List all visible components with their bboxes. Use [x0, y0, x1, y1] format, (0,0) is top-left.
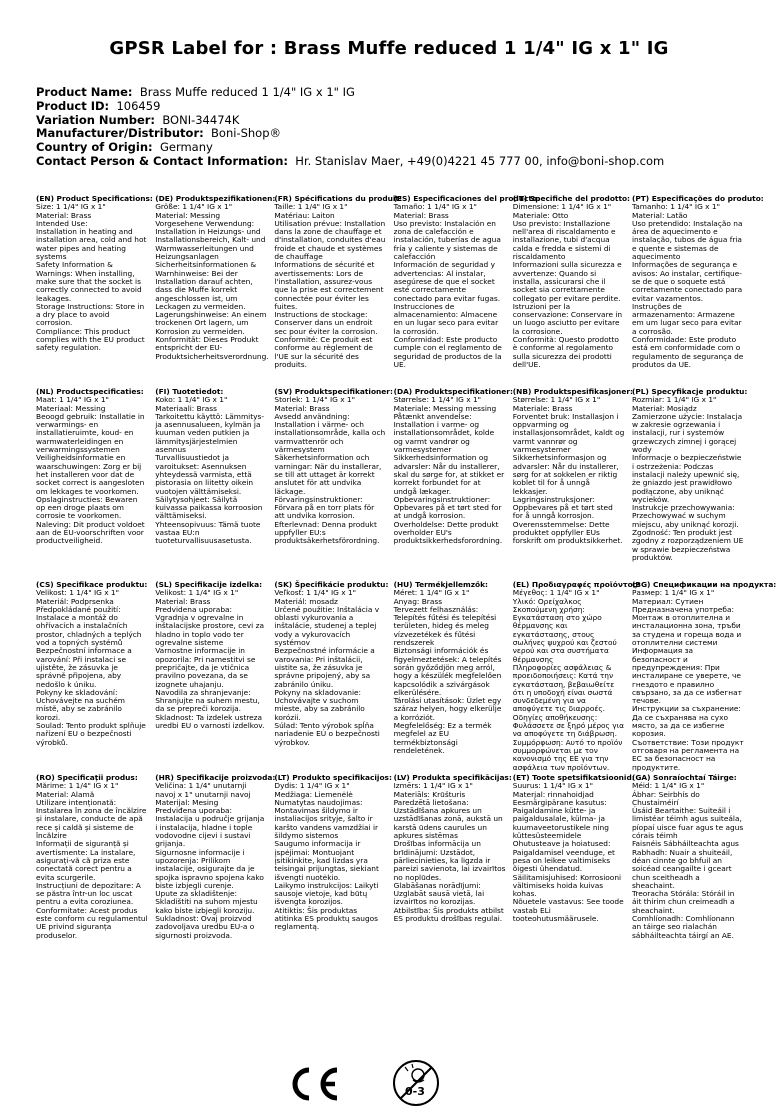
- spec-text: Izmērs: 1 1/4" IG x 1" Materiāls: Krūšturis Paredzētā lietošana: Uzstādīšana apkures un uzstādīšanas zonā, aukstā un karstā ūdens caurules un apkures sistēmas Drošības informācija un brīdinājumi: Uzstādot, pārliecinieties, ka ligzda ir pareizi savienota, lai izvairītos no noplūdes. Glabāšanas norādījumi: Uzglabāt sausā vietā, lai izvairītos no korozijas. Atbilstība: Šis produkts atbilst ES produktu drošības regulai.: [393, 781, 506, 924]
- spec-text: Dimensione: 1 1/4" IG x 1" Materiale: Otto Uso previsto: Installazione nell'area di riscaldamento e installazione, tubi d'acqua calda e fredda e sistemi di riscaldamento Informazioni sulla sicurezza e avvertenze: Quando si installa, assicurarsi che il socket sia correttamente collegato per evitare perdite. Istruzioni per la conservazione: Conservare in un luogo asciutto per evitare la corrosione. Conformità: Questo prodotto è conforme al regolamento sulla sicurezza dei prodotti dell'UE.: [512, 202, 623, 369]
- spec-cell-el: [512, 580, 641, 774]
- spec-heading: (IT) Specifiche del prodotto:: [512, 194, 631, 203]
- info-value: Boni-Shop®: [211, 126, 282, 141]
- spec-cell-hr: [155, 773, 276, 967]
- spec-heading: (DE) Produktspezifikationen:: [155, 194, 276, 203]
- spec-text: Mărime: 1 1/4" IG x 1" Material: Alamă Utilizare intenționată: Instalarea în zona de încălzire și instalare, conducte de apă rece și caldă și sisteme de încălzire Informații de siguranță și avertismente: La instalare, asigurați-vă că priza este conectată corect pentru a evita scurgerile. Instrucțiuni de depozitare: A se păstra într-un loc uscat pentru a evita coroziunea. Conformitate: Acest produs este conform cu regulamentul UE privind siguranța produselor.: [36, 781, 148, 940]
- spec-heading: (HU) Termékjellemzők:: [393, 580, 488, 589]
- spec-heading: (SL) Specifikacije izdelka:: [155, 580, 263, 589]
- info-row-product-id: [36, 100, 664, 114]
- info-row-product-name: [36, 86, 664, 100]
- spec-text: Suurus: 1 1/4" IG x 1" Materjal: rinnahoidjad Eesmärgipärane kasutus: Paigaldamine kütte- ja paigaldusalale, külma- ja kuumaveetorustikele ning küttesüsteemidele Ohutusteave ja hoiatused: Paigaldamisel veenduge, et pesa on leikee valtimiseks õigesti ühendatud. Säilitamisjuhised: Korrosiooni vältimiseks hoida kuivas kohas. Nõuetele vastavus: See toode vastab ELi tooteohutusmäärusele.: [512, 781, 624, 924]
- info-value: Brass Muffe reduced 1 1/4" IG x 1" IG: [139, 85, 355, 99]
- spec-heading: (LV) Produkta specifikācijas:: [393, 773, 512, 782]
- ce-mark-icon: [283, 1065, 343, 1103]
- spec-cell-nl: [36, 388, 148, 581]
- spec-heading: (SK) Špecifikácie produktu:: [274, 580, 389, 589]
- age-warning-0-3-icon: [391, 1058, 441, 1108]
- spec-text: Dydis: 1 1/4" IG x 1" Medžiaga: Liemenėlė Numatytas naudojimas: Montavimas šildymo ir instaliacijos srityje, šalto ir karšto vandens vamzdžiai ir šildymo sistemos Saugumo informacija ir įspėjimai: Montuojant įsitikinkite, kad lizdas yra teisingai prijungtas, siekiant išvengti nuotėkio. Laikymo instrukcijos: Laikyti sausoje vietoje, kad būtų išvengta korozijos. Atitiktis: Šis produktas atitinka ES produktų saugos reglamentą.: [274, 781, 379, 932]
- spec-heading: (NB) Produktspesifikasjoner:: [512, 387, 633, 396]
- spec-text: Size: 1 1/4" IG x 1" Material: Brass Intended Use: Installation in heating and installation area, cold and hot water pipes and heating systems Safety Information & Warnings: When installing, make sure that the socket is correctly connected to avoid leakages. Storage Instructions: Store in a dry place to avoid corrosion. Compliance: This product complies with the EU product safety regulation.: [36, 202, 147, 353]
- spec-text: Rozmiar: 1 1/4" IG x 1" Materiał: Mosiądz Zamierzone użycie: Instalacja w zakresie ogrzewania i instalacji, rur i systemów grzewczych zimnej i gorącej wody Informacje o bezpieczeństwie i ostrzeżenia: Podczas instalacji należy upewnić się, że gniazdo jest prawidłowo podłączone, aby uniknąć wycieków. Instrukcje przechowywania: Przechowywać w suchym miejscu, aby uniknąć korozji. Zgodność: Ten produkt jest zgodny z rozporządzeniem UE w sprawie bezpieczeństwa produktów.: [631, 395, 744, 562]
- spec-text: Tamaño: 1 1/4" IG x 1" Material: Brass Uso previsto: Instalación en zona de calefacción e instalación, tuberías de agua fría y caliente y sistemas de calefacción Información de seguridad y advertencias: Al instalar, asegúrese de que el socket esté correctamente conectado para evitar fugas. Instrucciones de almacenamiento: Almacene en un lugar seco para evitar la corrosión. Conformidad: Este producto cumple con el reglamento de seguridad de productos de la UE.: [393, 202, 502, 369]
- info-value: 106459: [116, 98, 161, 113]
- spec-heading: (LT) Produkto specifikacijos:: [274, 773, 392, 782]
- spec-heading: (FR) Spécifications du produit:: [274, 194, 402, 203]
- spec-text: Veličina: 1 1/4" unutarnji navoj x 1" unutarnji navoj Materijal: Mesing Predviđena uporaba: Instalacija u područje grijanja i instalacija, hladne i tople vodovodne cijevi i sustavi grijanja. Sigurnosne informacije i upozorenja: Prilikom instalacije, osigurajte da je spojka ispravno spojena kako biste izbjegli curenje. Upute za skladištenje: Skladištiti na suhom mjestu kako biste izbjegli koroziju. Sukladnost: Ovaj proizvod zadovoljava uredbu EU-a o sigurnosti proizvoda.: [155, 781, 265, 940]
- spec-cell-pl: [631, 387, 748, 581]
- spec-cell-cs: [36, 581, 148, 774]
- spec-heading: (ET) Toote spetsifikatsioonid:: [512, 773, 635, 782]
- page-title: GPSR Label for : Brass Muffe reduced 1 1/4" IG x 1" IG: [109, 38, 669, 59]
- spec-heading: (EL) Προδιαγραφές προϊόντος:: [512, 580, 641, 589]
- spec-cell-sv: [274, 387, 393, 581]
- spec-cell-et: [512, 773, 635, 967]
- spec-heading: (PT) Especificações do produto:: [631, 194, 764, 203]
- info-value: Germany: [159, 140, 213, 155]
- info-row-country: [36, 141, 664, 155]
- spec-row: [36, 387, 748, 581]
- spec-text: Størrelse: 1 1/4" IG x 1" Materiale: Messing messing Påtænkt anvendelse: Installation i varme- og installationsområdet, kolde og varmt vandrør og varmesystemer Sikkerhedsinformation og advarsler: Når du installerer, skal du sørge for, at stikket er korrekt forbundet for at undgå lækager. Opbevaringsinstruktioner: Opbevares på et tørt sted for at undgå korrosion. Overholdelse: Dette produkt overholder EU's produktsikkerhedsforordning.: [393, 395, 505, 546]
- spec-heading: (CS) Specifikace produktu:: [36, 580, 148, 589]
- info-key: Product ID:: [36, 98, 110, 113]
- spec-cell-fr: [274, 194, 402, 388]
- spec-text: Méret: 1 1/4" IG x 1" Anyag: Brass Tervezett felhasználás: Telepítés fűtési és telepítési területen, hideg és meleg vízvezetékek és fűtési rendszerek Biztonsági információk és figyelmeztetések: A telepítés során győződjön meg arról, hogy a készülék megfelelően kapcsolódik a szivárgások elkerülésére. Tárolási utasítások: Üzlet egy száraz helyen, hogy elkerülje a korróziót. Megfelelőség: Ez a termék megfelel az EU termékbiztonsági rendeletének.: [393, 588, 502, 755]
- spec-cell-it: [512, 194, 631, 388]
- info-key: Manufacturer/Distributor:: [36, 126, 204, 141]
- spec-cell-bg: [631, 580, 777, 774]
- spec-row: [36, 580, 777, 774]
- spec-heading: (FI) Tuotetiedot:: [155, 387, 224, 396]
- spec-text: Velikost: 1 1/4" IG x 1" Material: Brass Predvidena uporaba: Vgradnja v ogrevalne in inštalacijske prostore, cevi za hladno in toplo vodo ter ogrevalne sisteme Varnostne informacije in opozorila: Pri namestitvi se prepričajte, da je vtičnica pravilno povezana, da se izognete uhajanju. Navodila za shranjevanje: Shranjujte na suhem mestu, da se prepreči korozija. Skladnost: Ta izdelek ustreza uredbi EU o varnosti izdelkov.: [155, 588, 265, 731]
- spec-text: Storlek: 1 1/4" IG x 1" Material: Brass Avsedd användning: Installation i värme- och installationsområde, kalla och varmvattenrör och värmesystem Säkerhetsinformation och varningar: När du installerar, se till att uttaget är korrekt anslutet för att undvika läckage. Förvaringsinstruktioner: Förvara på en torr plats för att undvika korrosion. Efterlevnad: Denna produkt uppfyller EU:s produktsäkerhetsförordning.: [274, 395, 386, 546]
- spec-cell-sl: [155, 581, 267, 774]
- spec-cell-ga: [632, 774, 744, 967]
- spec-row: [36, 194, 764, 388]
- info-key: Product Name:: [36, 85, 133, 99]
- spec-heading: (DA) Produktspecifikationer:: [393, 387, 513, 396]
- product-info: [36, 86, 664, 169]
- spec-heading: (BG) Спецификации на продукта:: [631, 580, 777, 589]
- specifications-grid: [36, 194, 777, 967]
- info-key: Variation Number:: [36, 112, 156, 127]
- spec-text: Størrelse: 1 1/4" IG x 1" Materiale: Brass Forventet bruk: Installasjon i oppvarming og installasjonsområdet, kaldt og varmt vannrør og varmesystemer Sikkerhetsinformasjon og advarsler: Når du installerer, sørg for at sokkelen er riktig koblet til for å unngå lekkasjer. Lagringsinstruksjoner: Oppbevares på et tørt sted for å unngå korrosjon. Overensstemmelse: Dette produktet oppfyller EUs forskrift om produktsikkerhet.: [512, 395, 625, 546]
- spec-text: Méid: 1 1/4" IG x 1" Ábhar: Seirbhís do Chustaiméirí Úsáid Beartaithe: Suiteáil i limistéar téimh agus suiteála, píopaí uisce fuar agus te agus córais téimh Faisnéis Sábháilteachta agus Rabhadh: Nuair a shuiteáil, déan cinnte go bhfuil an soicéad ceangailte i gceart chun sceitheadh a sheachaint. Treoracha Stórála: Stóráil in áit thirim chun creimeadh a sheachaint. Comhlíonadh: Comhlíonann an táirge seo rialachán sábháilteachta táirgí an AE.: [631, 781, 744, 940]
- info-key: Country of Origin:: [36, 140, 153, 155]
- spec-cell-hu: [394, 581, 506, 774]
- spec-text: Μέγεθος: 1 1/4" IG x 1" Υλικό: Ορείχαλκος Σκοπούμενη χρήση: Εγκατάσταση στο χώρο θέρμανσης και εγκατάστασης, στους σωλήνες ψυχρού και ζεστού νερού και στα συστήματα θέρμανσης Πληροφορίες ασφάλειας & προειδοποιήσεις: Κατά την εγκατάσταση, βεβαιωθείτε ότι η υποδοχή είναι σωστά συνδεδεμένη για να αποφύγετε τις διαρροές. Οδηγίες αποθήκευσης: Φυλάσσετε σε ξηρό μέρος για να αποφύγετε τη διάβρωση. Συμμόρφωση: Αυτό το προϊόν συμμορφώνεται με τον κανονισμό της ΕΕ για την ασφάλεια των προϊόντων.: [512, 588, 624, 772]
- spec-cell-fi: [155, 388, 267, 581]
- spec-cell-es: [393, 194, 540, 388]
- spec-heading: (NL) Productspecificaties:: [36, 387, 144, 396]
- spec-cell-nb: [512, 387, 633, 581]
- spec-row: [36, 774, 744, 967]
- spec-cell-lv: [393, 773, 512, 967]
- spec-cell-ro: [36, 774, 148, 967]
- spec-text: Tamanho: 1 1/4" IG x 1" Material: Latão Uso pretendido: Instalação na área de aquecimento e instalação, tubos de água fria e quente e sistemas de aquecimento Informações de segurança e avisos: Ao instalar, certifique-se de que o soquete está corretamente conectado para evitar vazamentos. Instruções de armazenamento: Armazene em um lugar seco para evitar a corrosão. Conformidade: Este produto está em conformidade com o regulamento de segurança de produtos da UE.: [631, 202, 744, 369]
- spec-cell-en: [36, 194, 153, 388]
- spec-cell-de: [155, 194, 276, 388]
- spec-text: Veľkosť: 1 1/4" IG x 1" Materiál: mosadz Určené použitie: Inštalácia v oblasti vykurovania a inštalácie, studenej a teplej vody a vykurovacích systémov Bezpečnostné informácie a varovania: Pri inštalácii, uistite sa, že zásuvka je správne pripojený, aby sa zabránilo úniku. Pokyny na skladovanie: Uchovávajte v suchom mieste, aby sa zabránilo korózii. Súlad: Tento výrobok spĺňa nariadenie EÚ o bezpečnosti výrobkov.: [274, 588, 380, 747]
- spec-text: Taille: 1 1/4" IG x 1" Matériau: Laiton Utilisation prévue: Installation dans la zone de chauffage et d'installation, conduites d'eau froide et chaude et systèmes de chauffage Informations de sécurité et avertissements: Lors de l'installation, assurez-vous que la prise est correctement connectée pour éviter les fuites. Instructions de stockage: Conserver dans un endroit sec pour éviter la corrosion. Conformité: Ce produit est conforme au règlement de l'UE sur la sécurité des produits.: [274, 202, 386, 369]
- info-value: BONI-34474K: [162, 112, 240, 127]
- info-value: Hr. Stanislav Maer, +49(0)4221 45 777 00, info@boni-shop.com: [295, 153, 665, 168]
- svg-text:0-3: 0-3: [405, 1085, 425, 1098]
- spec-text: Velikost: 1 1/4" IG x 1" Materiál: Podprsenka Předpokládané použití: Instalace a montáž do ohřívacích a instalačních prostor, chladných a teplých vod a topných systémů Bezpečnostní informace a varování: Při instalaci se ujistěte, že zásuvka je správně připojena, aby nedošlo k úniku. Pokyny ke skladování: Uchovávejte na suchém místě, aby se zabránilo korozi. Soulad: Tento produkt splňuje nařízení EU o bezpečnosti výrobků.: [36, 588, 146, 747]
- spec-heading: (HR) Specifikacije proizvoda:: [155, 773, 276, 782]
- spec-text: Размер: 1 1/4" IG x 1" Материал: Сутиен Предназначена употреба: Монтаж в отоплителна и инсталационна зона, тръби за студена и гореща вода и отоплителни системи Информация за безопасност и предупреждения: При инсталиране се уверете, че гнездото е правилно свързано, за да се избегнат течове. Инструкции за съхранение: Да се съхранява на сухо място, за да се избегне корозия. Съответствие: Този продукт отговаря на регламента на ЕС за безопасност на продуктите.: [631, 588, 744, 772]
- spec-heading: (PL) Specyfikacje produktu:: [631, 387, 748, 396]
- spec-heading: (SV) Produktspecifikationer:: [274, 387, 393, 396]
- spec-heading: (RO) Specificații produs:: [36, 773, 138, 782]
- spec-cell-lt: [274, 773, 392, 967]
- info-row-manufacturer: [36, 127, 664, 141]
- spec-cell-pt: [631, 194, 764, 388]
- spec-text: Koko: 1 1/4" IG x 1" Materiaali: Brass Tarkoitettu käyttö: Lämmitys- ja asennusalueen, kylmän ja kuuman veden putkien ja lämmitysjärjestelmien asennus Turvallisuustiedot ja varoitukset: Asennuksen yhteydessä varmista, että pistorasia on liitetty oikein vuotojen välttämiseksi. Säilytysohjeet: Säilytä kuivassa paikassa korroosion välttämiseksi. Yhteensopivuus: Tämä tuote vastaa EU:n tuoteturvallisuusasetusta.: [155, 395, 265, 546]
- spec-cell-sk: [274, 580, 389, 774]
- info-key: Contact Person & Contact Information:: [36, 153, 288, 168]
- spec-cell-da: [393, 387, 513, 581]
- spec-heading: (GA) Sonraíochtaí Táirge:: [631, 773, 737, 782]
- spec-text: Maat: 1 1/4" IG x 1" Materiaal: Messing Beoogd gebruik: Installatie in verwarmings- en installatieruimte, koud- en warmwaterleidingen en verwarmingssystemen Veiligheidsinformatie en waarschuwingen: Zorg er bij het installeren voor dat de socket correct is aangesloten om lekkages te voorkomen. Opslaginstructies: Bewaren op een droge plaats om corrosie te voorkomen. Naleving: Dit product voldoet aan de EU-voorschriften voor productveiligheid.: [36, 395, 145, 546]
- spec-heading: (EN) Product Specifications:: [36, 194, 153, 203]
- spec-text: Größe: 1 1/4" IG x 1" Material: Messing Vorgesehene Verwendung: Installation in Heizungs- und Installationsbereich, Kalt- und Warmwasserleitungen und Heizungsanlagen Sicherheitsinformationen & Warnhinweise: Bei der Installation darauf achten, dass die Muffe korrekt angeschlossen ist, um Leckagen zu vermeiden. Lagerungshinweise: An einem trockenen Ort lagern, um Korrosion zu vermeiden. Konformität: Dieses Produkt entspricht der EU-Produktsicherheitsverordnung.: [155, 202, 269, 361]
- spec-heading: (ES) Especificaciones del producto:: [393, 194, 540, 203]
- info-row-contact: [36, 155, 664, 169]
- info-row-variation-number: [36, 114, 664, 128]
